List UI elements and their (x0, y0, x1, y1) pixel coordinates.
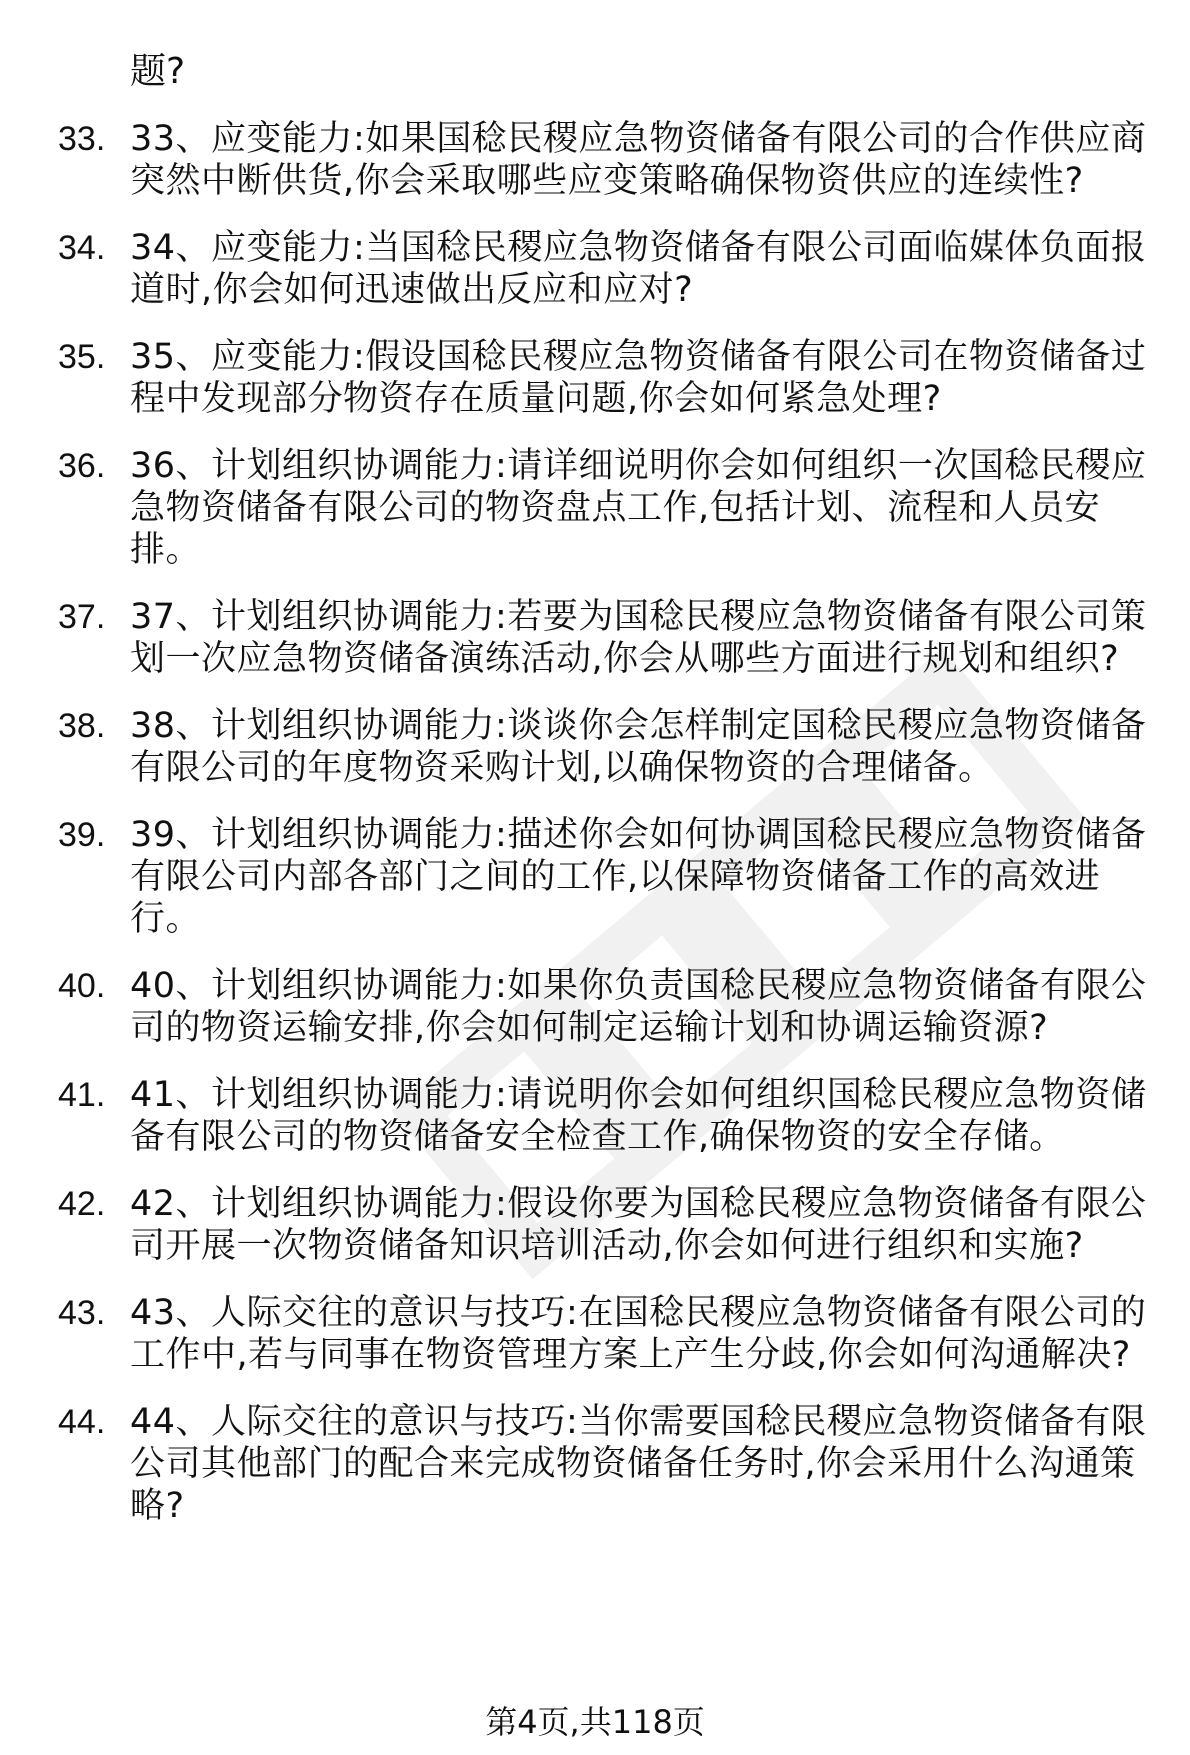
question-text: 36、计划组织协调能力:请详细说明你会如何组织一次国稔民稷应急物资储备有限公司的物资盘点工作,包括计划、流程和人员安排。 (130, 446, 1147, 570)
question-text: 37、计划组织协调能力:若要为国稔民稷应急物资储备有限公司策划一次应急物资储备演练活动,你会从哪些方面进行规划和组织? (130, 597, 1147, 679)
list-item (0, 596, 1190, 680)
question-text: 34、应变能力:当国稔民稷应急物资储备有限公司面临媒体负面报道时,你会如何迅速做出反应和应对? (130, 228, 1147, 310)
list-item (0, 705, 1190, 789)
question-number: 42. (58, 1185, 106, 1223)
question-number: 39. (58, 816, 106, 854)
list-item (0, 227, 1190, 311)
question-text: 42、计划组织协调能力:假设你要为国稔民稷应急物资储备有限公司开展一次物资储备知识培训活动,你会如何进行组织和实施? (130, 1184, 1147, 1266)
question-number: 33. (58, 120, 106, 158)
page-footer: 第4页,共118页 (485, 1703, 705, 1741)
question-text: 44、人际交往的意识与技巧:当你需要国稔民稷应急物资储备有限公司其他部门的配合来完成物资储备任务时,你会采用什么沟通策略? (130, 1402, 1147, 1526)
question-number: 44. (58, 1403, 106, 1441)
list-item (0, 1074, 1190, 1158)
list-item (0, 814, 1190, 940)
question-list (0, 118, 1190, 1552)
question-number: 34. (58, 229, 106, 267)
list-item (0, 1292, 1190, 1376)
continuation-text: 题? (130, 51, 186, 92)
question-number: 36. (58, 447, 106, 485)
question-number: 37. (58, 598, 106, 636)
list-item (0, 445, 1190, 571)
question-number: 38. (58, 707, 106, 745)
question-text: 43、人际交往的意识与技巧:在国稔民稷应急物资储备有限公司的工作中,若与同事在物资管理方案上产生分歧,你会如何沟通解决? (130, 1293, 1147, 1375)
question-text: 38、计划组织协调能力:谈谈你会怎样制定国稔民稷应急物资储备有限公司的年度物资采购计划,以确保物资的合理储备。 (130, 706, 1147, 788)
question-text: 35、应变能力:假设国稔民稷应急物资储备有限公司在物资储备过程中发现部分物资存在质量问题,你会如何紧急处理? (130, 337, 1147, 419)
list-item (0, 965, 1190, 1049)
list-item (0, 1183, 1190, 1267)
list-item (0, 1401, 1190, 1527)
question-number: 41. (58, 1076, 106, 1114)
question-number: 43. (58, 1294, 106, 1332)
question-text: 33、应变能力:如果国稔民稷应急物资储备有限公司的合作供应商突然中断供货,你会采取哪些应变策略确保物资供应的连续性? (130, 119, 1147, 201)
list-item (0, 118, 1190, 202)
question-text: 41、计划组织协调能力:请说明你会如何组织国稔民稷应急物资储备有限公司的物资储备安全检查工作,确保物资的安全存储。 (130, 1075, 1147, 1157)
question-text: 40、计划组织协调能力:如果你负责国稔民稷应急物资储备有限公司的物资运输安排,你会如何制定运输计划和协调运输资源? (130, 966, 1147, 1048)
question-number: 35. (58, 338, 106, 376)
question-number: 40. (58, 967, 106, 1005)
list-item (0, 336, 1190, 420)
question-text: 39、计划组织协调能力:描述你会如何协调国稔民稷应急物资储备有限公司内部各部门之间的工作,以保障物资储备工作的高效进行。 (130, 815, 1147, 939)
